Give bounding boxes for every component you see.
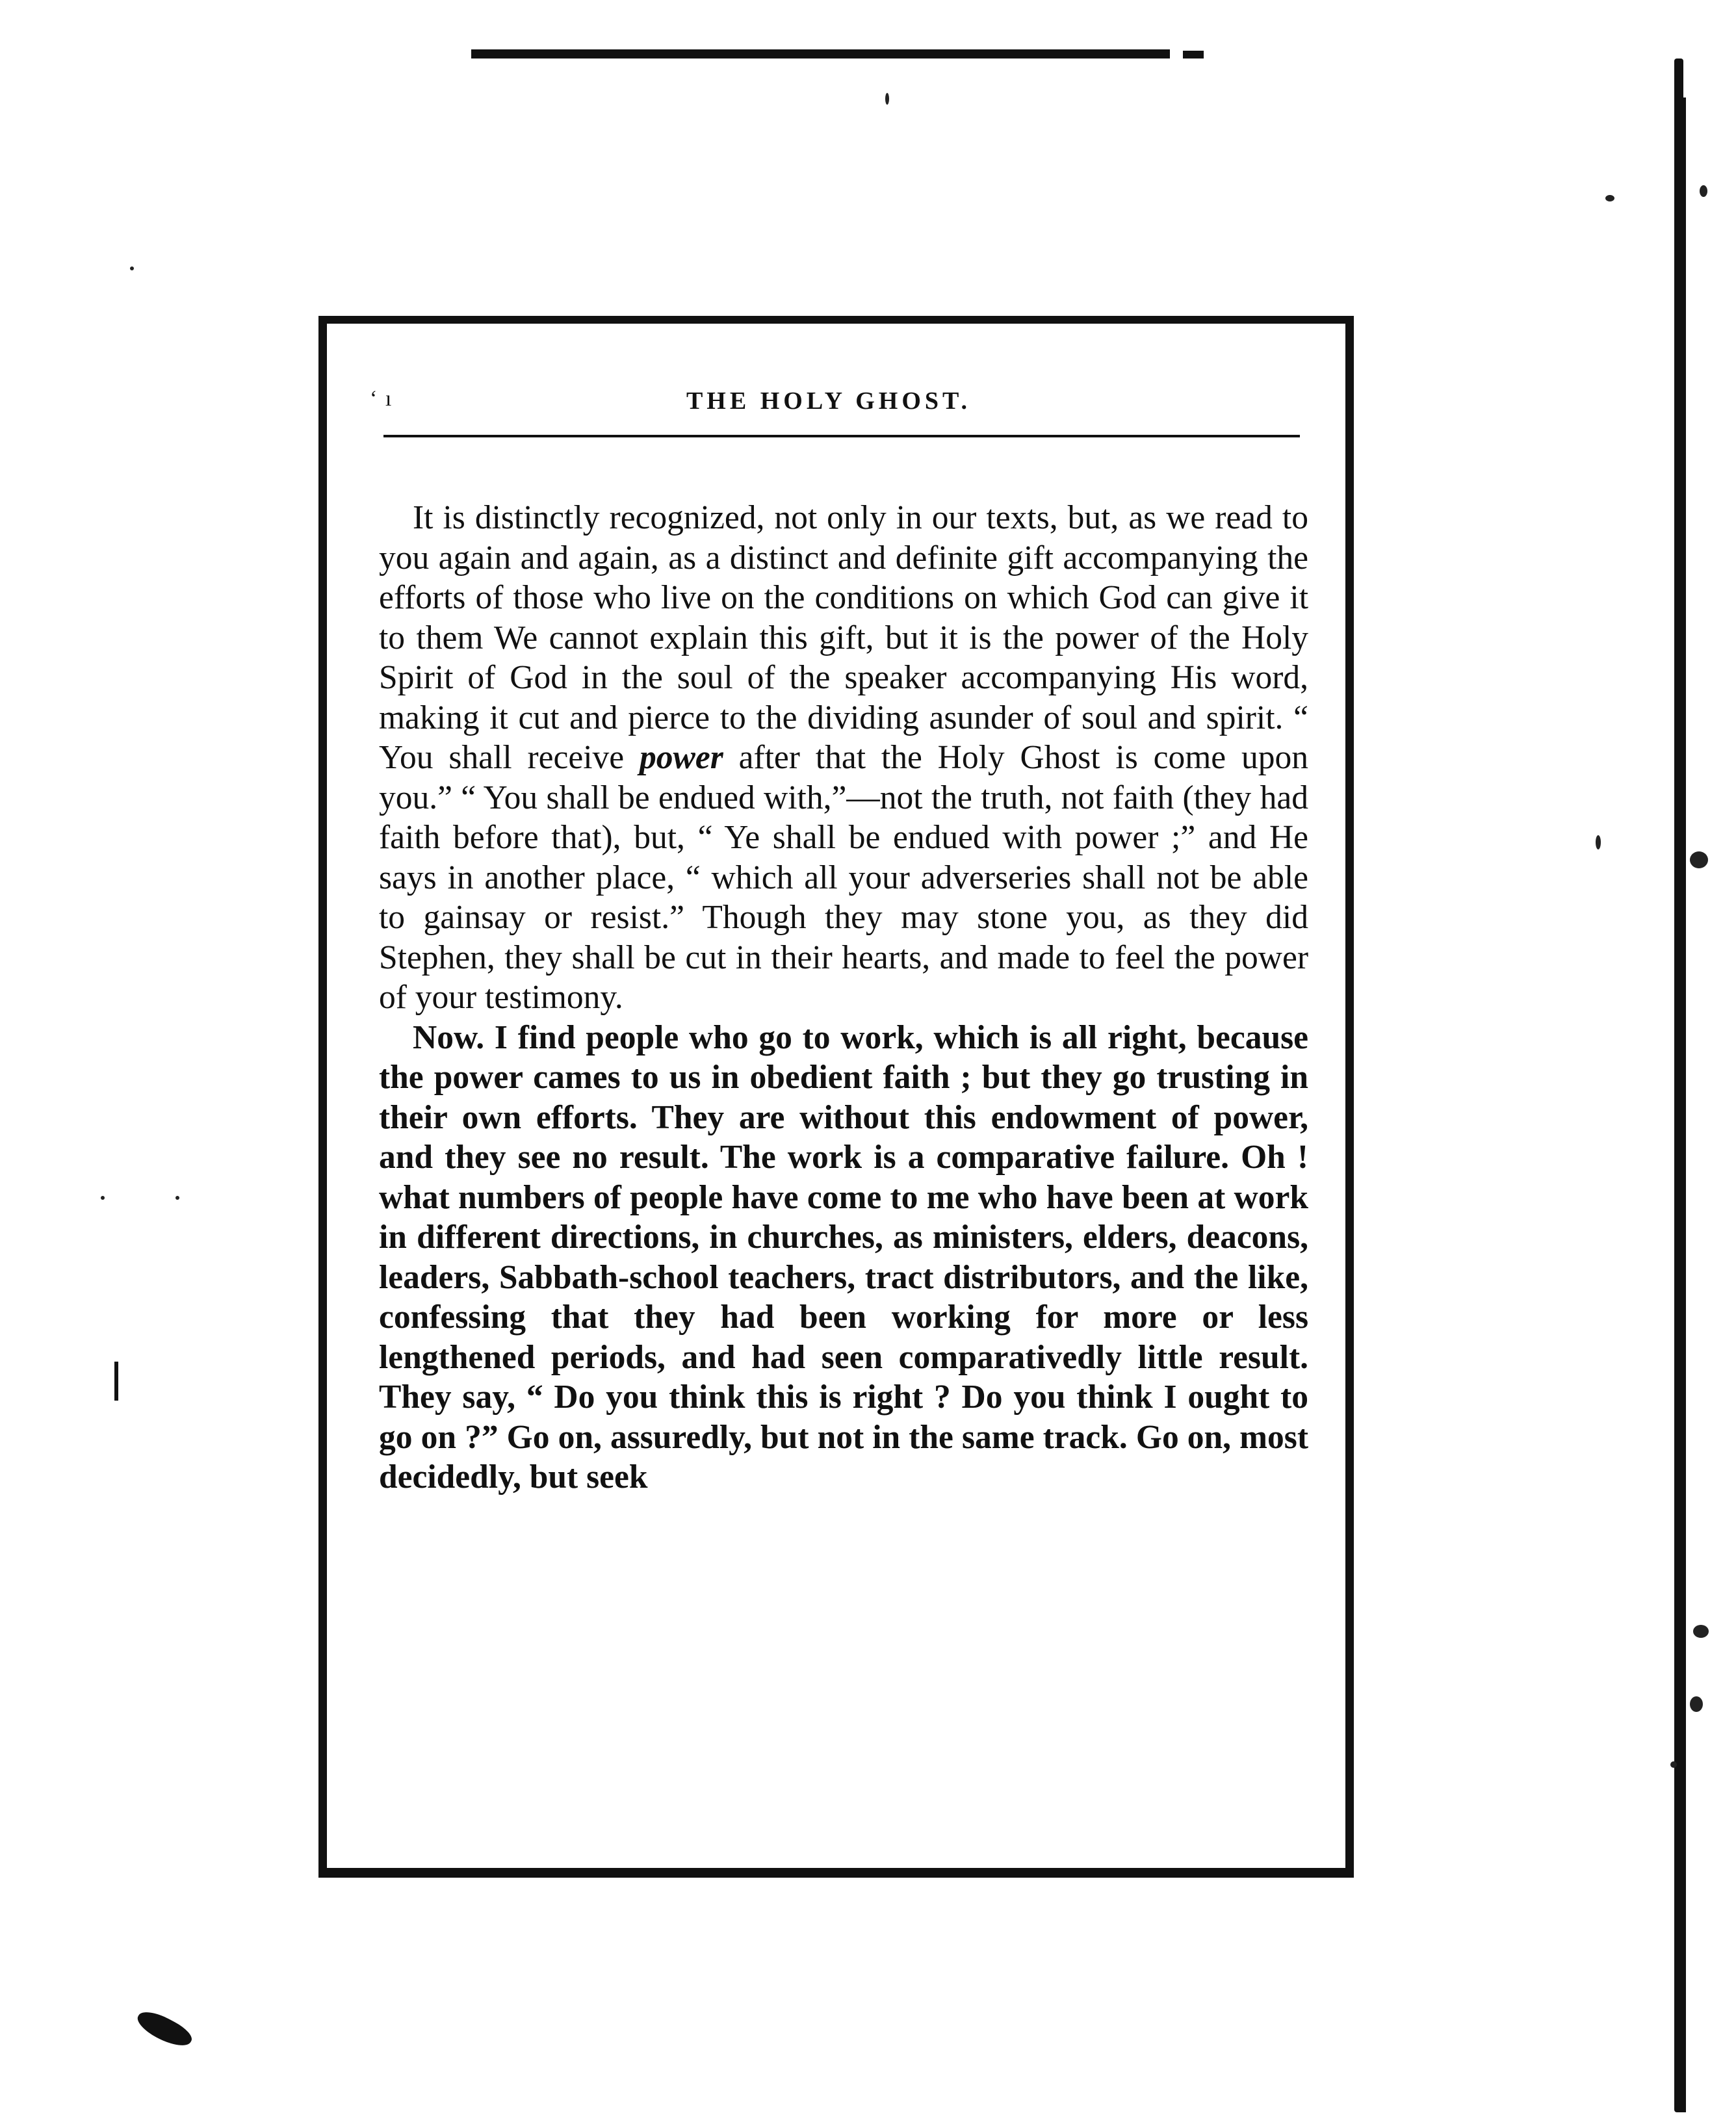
head-rule (383, 435, 1300, 437)
page-number: ‘ ı (370, 387, 393, 411)
scan-top-rule (471, 49, 1170, 58)
scan-speck (130, 266, 134, 270)
scan-speck (1596, 835, 1601, 849)
scan-margin-mark (114, 1362, 118, 1401)
scan-speck (101, 1196, 105, 1200)
paragraph-text: It is distinctly recognized, not only in our texts, but, as we read to you again and again, as a distinct and definite gift accompanying the efforts of those who live on the conditions on which God can give it to them We cannot explain this gift, but it is the power of the Holy Spirit of God in the soul of the speaker accompanying His word, making it cut and pierce to the dividing asunder of soul and spirit. “ You shall receive (379, 499, 1308, 776)
ink-blot (133, 2006, 195, 2053)
body-text (379, 498, 1308, 1497)
scan-speck (885, 93, 889, 105)
scan-page-edge-shadow (1679, 97, 1686, 2112)
scan-speck (1693, 1625, 1709, 1638)
paragraph-text: after that the Holy Ghost is come upon you.” “ You shall be endued with,”—not the truth, not faith (they had faith before that), but, “ Ye shall be endued with power ;” and He says in another place, “ which all your adverseries shall not be able to gainsay or resist.” Though they may stone you, as they did Stephen, they shall be cut in their hearts, and made to feel the power of your testimony. (379, 739, 1308, 1016)
scan-speck (175, 1196, 179, 1200)
scan-speck (1670, 1761, 1677, 1768)
paragraph (379, 498, 1308, 1018)
emphasized-word: power (640, 739, 723, 776)
running-title: THE HOLY GHOST. (686, 387, 972, 415)
scan-top-rule-mark (1183, 51, 1204, 58)
scan-speck (1605, 195, 1614, 201)
scan-speck (1690, 851, 1708, 868)
scan-speck (1690, 1696, 1703, 1712)
running-head (348, 387, 1310, 426)
paragraph: Now. I find people who go to work, which is all right, because the power cames to us in obedient faith ; but they go trusting in their own efforts. They are without this endowment of power, and they see no result. The work is a comparative failure. Oh ! what numbers of people have come to me who have been at work in different directions, in churches, as ministers, elders, deacons, leaders, Sabbath-school teachers, tract distributors, and the like, confessing that they had been working for more or less lengthened periods, and had seen comparativedly little result. They say, “ Do you think this is right ? Do you think I ought to go on ?” Go on, assuredly, but not in the same track. Go on, most decidedly, but seek (379, 1018, 1308, 1496)
scan-speck (1700, 185, 1707, 197)
